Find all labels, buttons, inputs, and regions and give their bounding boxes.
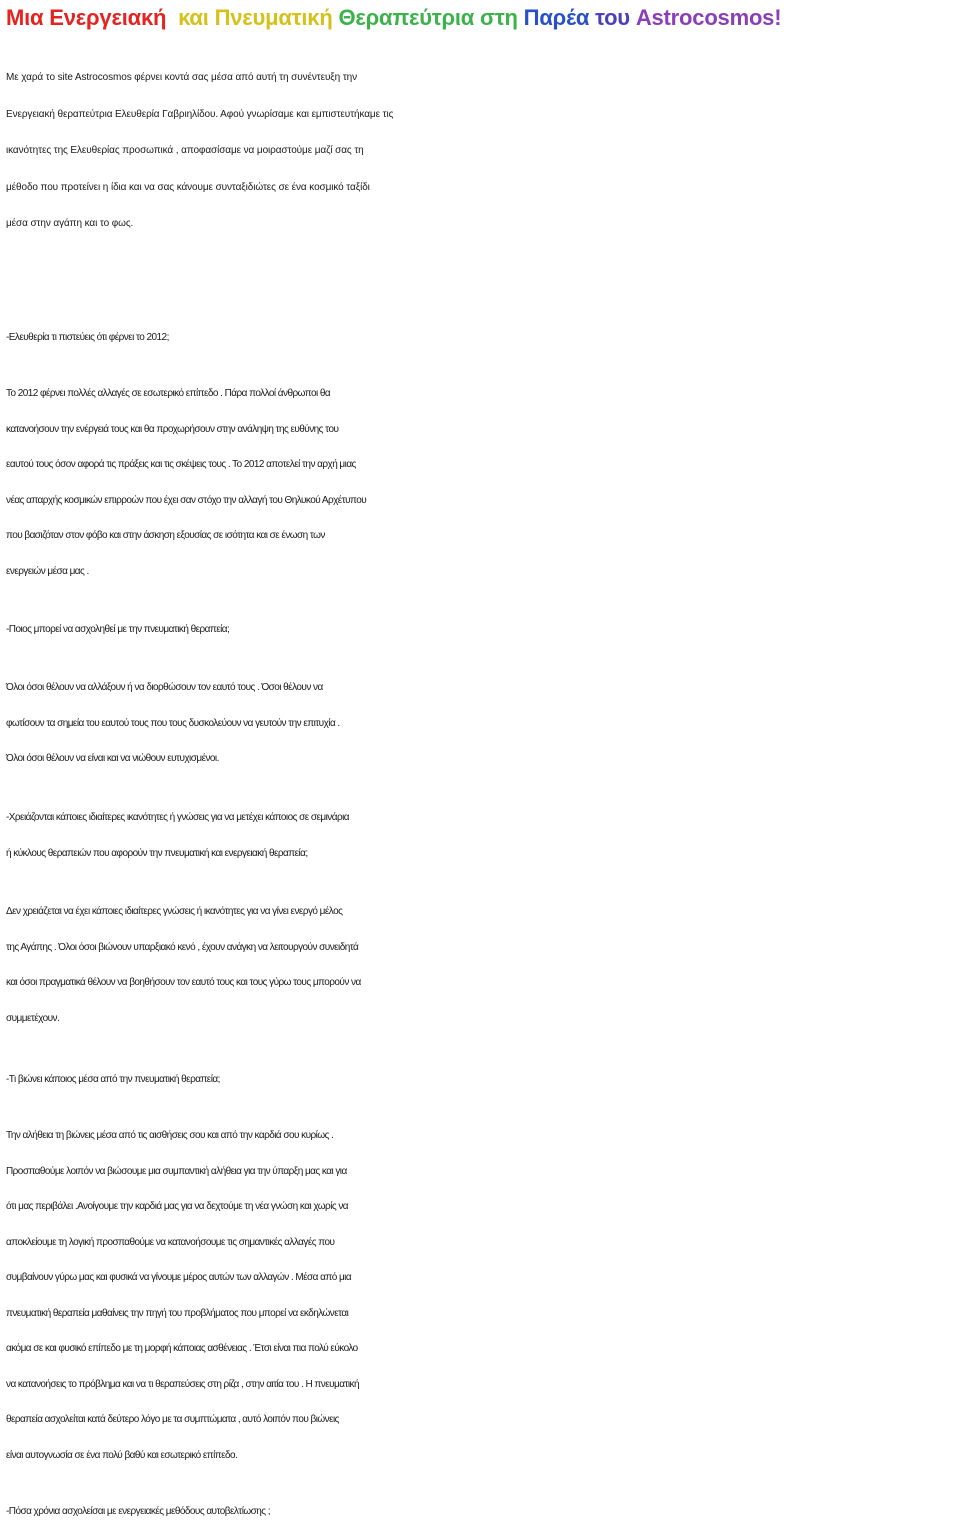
answer-line: νέας απαρχής κοσμικών επιρροών που έχει σαν στόχο την αλλαγή του Θηλυκού Αρχέτυπου xyxy=(6,494,367,506)
answer-line: συμμετέχουν. xyxy=(6,1012,60,1024)
question-text: -Πόσα χρόνια ασχολείσαι με ενεργειακές μεθόδους αυτοβελτίωσης ; xyxy=(6,1506,270,1517)
title-segment: και Πνευματική xyxy=(178,5,339,30)
answer-line: φωτίσουν τα σημεία του εαυτού τους που τους δυσκολεύουν να γευτούν την επιτυχία . xyxy=(6,717,340,729)
answer-line: θεραπεία ασχολείται κατά δεύτερο λόγο με τα συμπτώματα , αυτό λοιπόν που βιώνεις xyxy=(6,1414,339,1425)
answer-2012 xyxy=(6,376,958,589)
question-2012 xyxy=(6,320,958,356)
intro-line: Ενεργειακή θεραπεύτρια Ελευθερία Γαβριηλίδου. Αφού γνωρίσαμε και εμπιστευτήκαμε τις xyxy=(6,108,394,120)
answer-skills xyxy=(6,894,958,1036)
answer-experience xyxy=(6,1118,958,1473)
question-who xyxy=(6,612,958,648)
answer-line: Όλοι όσοι θέλουν να είναι και να νιώθουν ευτυχισμένοι. xyxy=(6,753,219,764)
question-text: -Ποιος μπορεί να ασχοληθεί με την πνευματική θεραπεία; xyxy=(6,624,230,635)
page-title xyxy=(6,4,781,32)
question-skills xyxy=(6,800,958,871)
answer-line: ότι μας περιβάλει .Ανοίγουμε την καρδιά μας για να δεχτούμε τη νέα γνώση και χωρίς να xyxy=(6,1201,349,1212)
answer-who xyxy=(6,670,958,777)
title-segment: του xyxy=(595,5,636,30)
answer-line: που βασιζόταν στον φόβο και στην άσκηση εξουσίας σε ισότητα και σε ένωση των xyxy=(6,530,325,541)
answer-line: της Αγάπης . Όλοι όσοι βιώνουν υπαρξιακό κενό , έχουν ανάγκη να λειτουργούν συνειδητά xyxy=(6,941,359,953)
answer-line: Όλοι όσοι θέλουν να αλλάξουν ή να διορθώσουν τον εαυτό τους . Όσοι θέλουν να xyxy=(6,682,323,693)
answer-line: εαυτού τους όσον αφορά τις πράξεις και τις σκέψεις τους . Το 2012 αποτελεί την αρχή μιας xyxy=(6,459,356,470)
answer-line: συμβαίνουν γύρω μας και φυσικά να γίνουμε μέρος αυτών των αλλαγών . Μέσα από μια xyxy=(6,1272,352,1283)
question-experience xyxy=(6,1062,958,1098)
intro-line: ικανότητες της Ελευθερίας προσωπικά , αποφασίσαμε να μοιραστούμε μαζί σας τη xyxy=(6,145,364,157)
question-line: ή κύκλους θεραπειών που αφορούν την πνευματική και ενεργειακή θεραπεία; xyxy=(6,847,308,859)
title-segment: Astrocosmos! xyxy=(635,5,782,30)
title-segment: Παρέα xyxy=(523,5,596,30)
answer-line: και όσοι πραγματικά θέλουν να βοηθήσουν τον εαυτό τους και τους γύρω τους μπορούν να xyxy=(6,977,361,988)
intro-line: Με χαρά το site Astrocosmos φέρνει κοντά σας μέσα από αυτή τη συνέντευξη την xyxy=(6,72,358,83)
answer-line: ενεργειών μέσα μας . xyxy=(6,565,89,577)
answer-line: να κατανοήσεις το πρόβλημα και να τι θεραπεύσεις στη ρίζα , στην αιτία του . Η πνευματική xyxy=(6,1378,359,1390)
answer-line: Δεν χρειάζεται να έχει κάποιες ιδιαίτερες γνώσεις ή ικανότητες για να γίνει ενεργό μέλος xyxy=(6,906,343,917)
answer-line: κατανοήσουν την ενέργειά τους και θα προχωρήσουν στην ανάληψη της ευθύνης του xyxy=(6,423,339,435)
question-text: -Τι βιώνει κάποιος μέσα από την πνευματική θεραπεία; xyxy=(6,1074,220,1085)
answer-line: Το 2012 φέρνει πολλές αλλαγές σε εσωτερικό επίπεδο . Πάρα πολλοί άνθρωποι θα xyxy=(6,388,331,399)
intro-line: μέθοδο που προτείνει η ίδια και να σας κάνουμε συνταξιδιώτες σε ένα κοσμικό ταξίδι xyxy=(6,181,370,193)
question-years xyxy=(6,1494,958,1530)
question-text: -Ελευθερία τι πιστεύεις ότι φέρνει το 2012; xyxy=(6,332,169,343)
title-segment: Μια Ενεργειακή xyxy=(6,5,179,30)
answer-line: Προσπαθούμε λοιπόν να βιώσουμε μια συμπαντική αλήθεια για την ύπαρξη μας και για xyxy=(6,1165,347,1177)
intro-paragraph xyxy=(6,60,958,243)
intro-line: μέσα στην αγάπη και το φως. xyxy=(6,218,134,230)
answer-line: είναι αυτογνωσία σε ένα πολύ βαθύ και εσωτερικό επίπεδο. xyxy=(6,1449,238,1461)
question-line: -Χρειάζονται κάποιες ιδιαίτερες ικανότητες ή γνώσεις για να μετέχει κάποιος σε σεμινάρια xyxy=(6,812,350,823)
answer-line: αποκλείουμε τη λογική προσπαθούμε να κατανοήσουμε τις σημαντικές αλλαγές που xyxy=(6,1236,335,1248)
answer-line: Την αλήθεια τη βιώνεις μέσα από τις αισθήσεις σου και από την καρδιά σου κυρίως . xyxy=(6,1130,334,1141)
title-segment: Θεραπεύτρια στη xyxy=(338,5,524,30)
answer-line: πνευματική θεραπεία μαθαίνεις την πηγή του προβλήματος που μπορεί να εκδηλώνεται xyxy=(6,1307,349,1319)
answer-line: ακόμα σε και φυσικό επίπεδο με τη μορφή κάποιας ασθένειας . Έτσι είναι πια πολύ εύκολο xyxy=(6,1343,358,1354)
